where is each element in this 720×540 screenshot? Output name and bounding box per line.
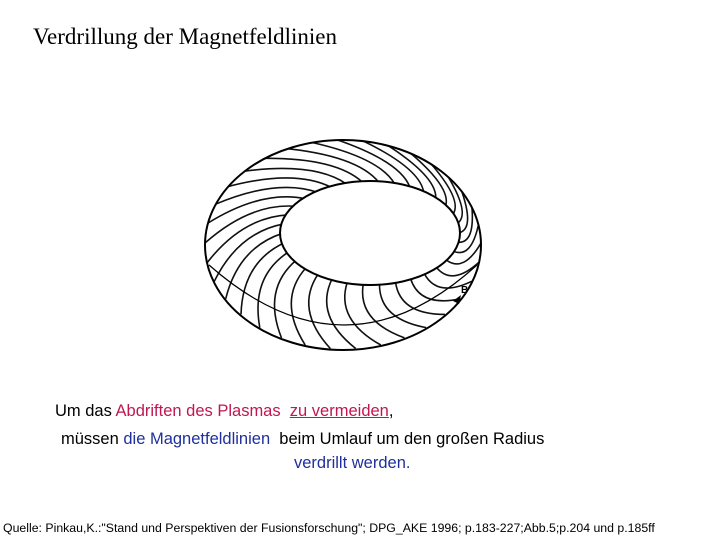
caption-line-2 bbox=[61, 428, 544, 450]
caption-line-3: verdrillt werden. bbox=[294, 454, 411, 472]
field-line bbox=[214, 187, 317, 204]
field-line bbox=[291, 268, 306, 346]
caption-line-1-suffix: , bbox=[388, 402, 394, 420]
caption-line-1-spacer bbox=[281, 402, 290, 420]
caption-highlight-drift: Abdriften des Plasmas bbox=[115, 402, 281, 420]
field-label-b: B bbox=[461, 285, 469, 296]
caption-line-1-prefix: Um das bbox=[55, 402, 116, 420]
field-line bbox=[405, 148, 447, 206]
field-line bbox=[309, 274, 331, 349]
field-line bbox=[446, 243, 481, 264]
field-line bbox=[241, 168, 347, 184]
field-line bbox=[226, 233, 283, 299]
field-line bbox=[327, 279, 356, 349]
torus-bottom-contour bbox=[209, 265, 477, 325]
torus-drawing bbox=[195, 125, 495, 385]
field-line bbox=[274, 260, 296, 338]
field-line bbox=[226, 178, 332, 187]
slide-title: Verdrillung der Magnetfeldlinien bbox=[33, 24, 338, 49]
caption-line-1 bbox=[55, 400, 393, 422]
caption-highlight-avoid: zu vermeiden bbox=[289, 402, 389, 420]
torus-diagram bbox=[195, 125, 495, 385]
field-line bbox=[258, 252, 289, 328]
caption-line-2-suffix: beim Umlauf um den großen Radius bbox=[270, 430, 545, 448]
caption-highlight-fieldlines: die Magnetfeldlinien bbox=[123, 430, 271, 448]
caption-line-2-prefix: müssen bbox=[61, 430, 124, 448]
torus-hole-edge bbox=[280, 181, 460, 285]
source-citation: Quelle: Pinkau,K.:"Stand und Perspektiven der Fusionsforschung"; DPG_AKE 1996; p.183-227;Abb.5;p.204 und p.185ff bbox=[3, 521, 655, 535]
